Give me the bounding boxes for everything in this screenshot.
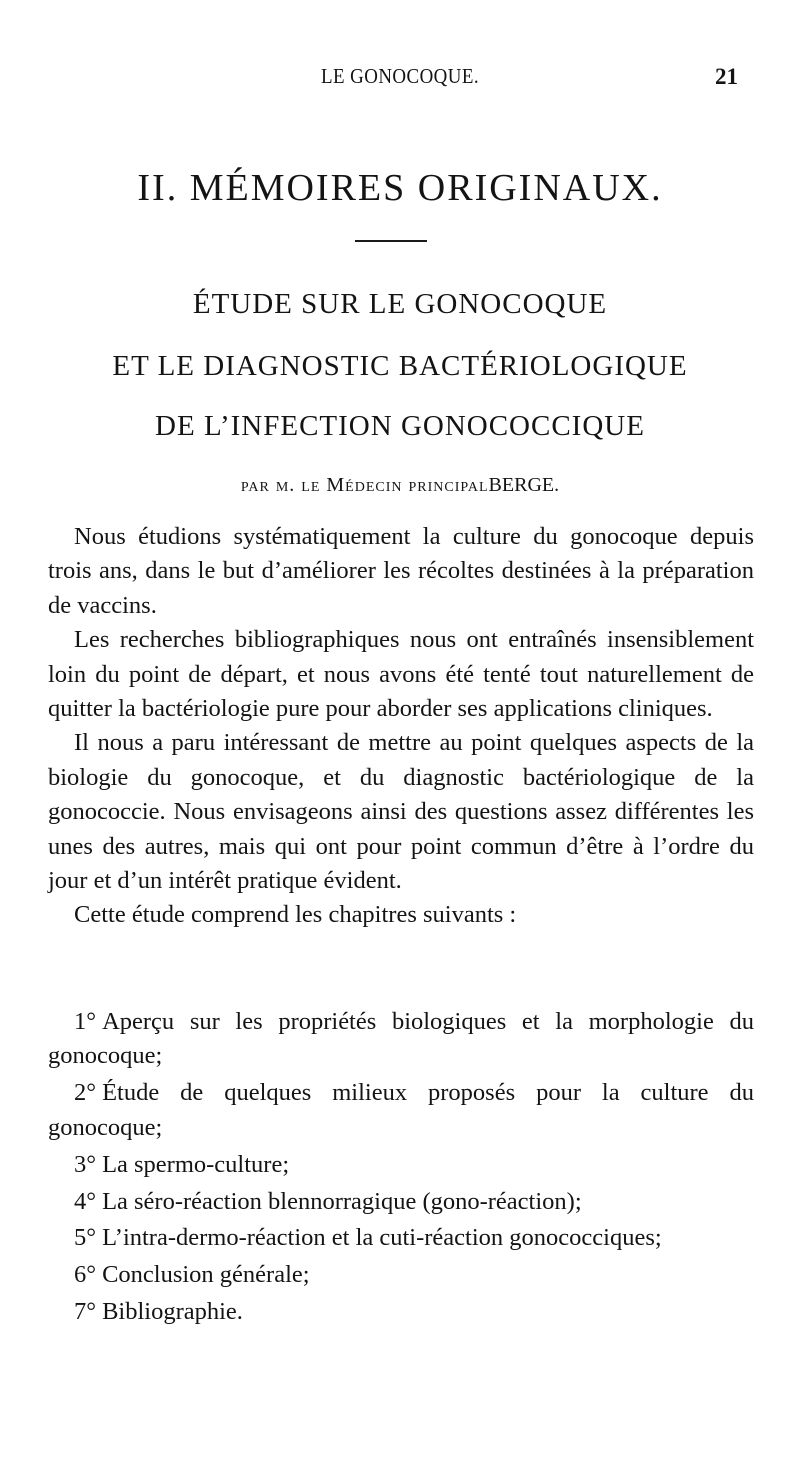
list-item [48, 1076, 754, 1145]
article-title-line-1: ÉTUDE SUR LE GONOCOQUE [192, 288, 608, 320]
list-item [48, 1005, 754, 1074]
paragraph: Il nous a paru intéressant de mettre au point quelques aspects de la biologie du gonocoque, et du diagnostic bactériologique de la gonococcie. Nous envisageons ainsi des questions assez différentes les unes des autres, mais qui ont pour point commun d’être à l’ordre du jour et d’un intérêt pratique évident. [48, 729, 754, 895]
list-item [48, 1258, 754, 1292]
list-item-number: 6° [74, 1261, 97, 1289]
list-item [48, 1148, 754, 1182]
list-item-text: Étude de quelques milieux proposés pour la culture du gonocoque; [48, 1079, 754, 1141]
running-title: LE GONOCOQUE. [320, 64, 480, 88]
article-title-line-2: ET LE DIAGNOSTIC BACTÉRIOLOGIQUE [112, 350, 688, 382]
list-item [48, 1221, 754, 1255]
paragraph: Les recherches bibliographiques nous ont entraînés insensiblement loin du point de départ, et nous avons été tenté tout naturellement de quitter la bactériologie pure pour aborder ses applications cliniques. [48, 626, 754, 723]
list-item-text: L’intra-dermo-réaction et la cuti-réaction gonococciques; [102, 1224, 662, 1252]
list-item [48, 1295, 754, 1329]
byline [0, 474, 800, 497]
list-item-number: 4° [74, 1187, 97, 1215]
list-item-text: Aperçu sur les propriétés biologiques et la morphologie du gonocoque; [48, 1008, 754, 1070]
list-item-text: Conclusion générale; [102, 1261, 310, 1289]
running-header [0, 64, 800, 94]
section-heading: II. MÉMOIRES ORIGINAUX. [137, 167, 663, 209]
list-item-number: 2° [74, 1079, 97, 1107]
separator-rule [355, 240, 427, 242]
page-number: 21 [715, 64, 738, 89]
list-item-number: 7° [74, 1298, 97, 1326]
article-title-line-3: DE L’INFECTION GONOCOCCIQUE [155, 410, 645, 442]
list-item-text: Bibliographie. [102, 1298, 243, 1326]
list-item-number: 1° [74, 1008, 97, 1035]
list-item-number: 3° [74, 1150, 97, 1178]
byline-prefix: par m. le Médecin principal [240, 474, 489, 496]
list-item-text: La spermo-culture; [102, 1150, 290, 1178]
list-item [48, 1185, 754, 1219]
chapter-list [48, 1005, 754, 1332]
body-text [48, 520, 754, 933]
byline-author: BERGE. [488, 474, 560, 496]
paragraph: Nous étudions systématiquement la culture du gonocoque depuis trois ans, dans le but d’améliorer les récoltes destinées à la préparation de vaccins. [48, 523, 754, 619]
list-item-number: 5° [74, 1224, 97, 1252]
list-item-text: La séro-réaction blennorragique (gono-réaction); [102, 1187, 582, 1215]
paragraph: Cette étude comprend les chapitres suivants : [74, 901, 517, 929]
